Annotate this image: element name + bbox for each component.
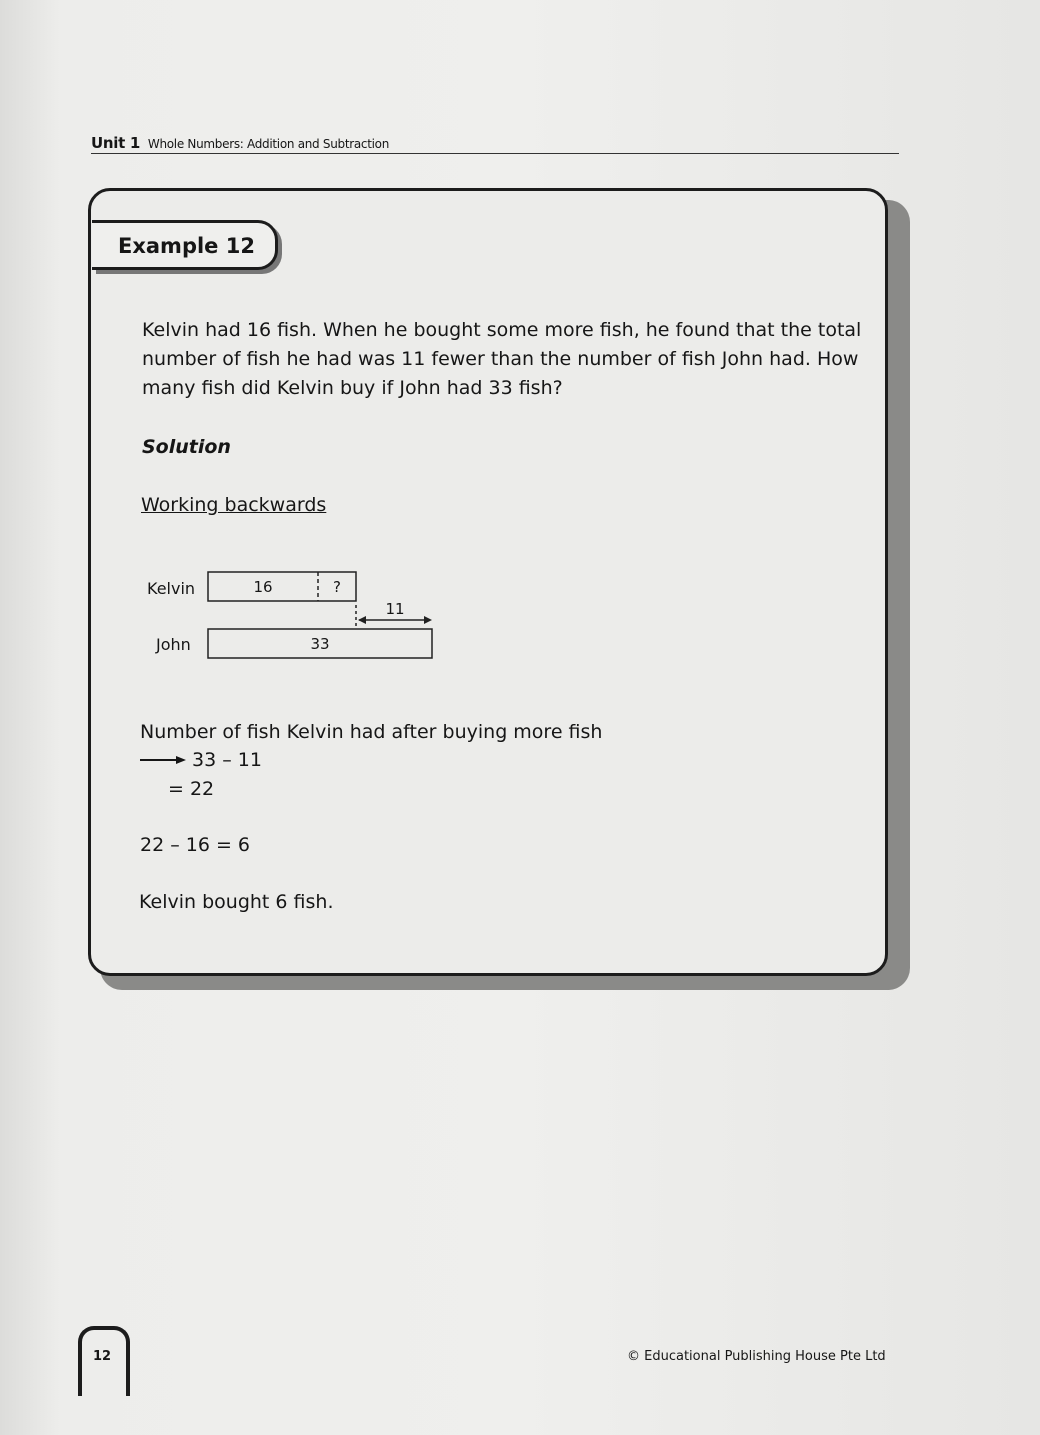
difference-value: 11 [385,600,405,618]
method-heading: Working backwards [141,494,327,516]
answer-text: Kelvin bought 6 fish. [139,891,334,913]
difference-arrowhead-left [358,616,366,624]
example-title: Example 12 [118,234,255,258]
kelvin-unknown-value: ? [333,578,341,596]
john-label: John [156,635,191,654]
copyright-notice: © Educational Publishing House Pte Ltd [627,1349,886,1364]
step-4: 22 – 16 = 6 [140,834,251,856]
arrow-icon [138,752,190,768]
kelvin-known-value: 16 [253,578,273,596]
difference-arrowhead-right [424,616,432,624]
header-rule [91,153,899,154]
bar-model-diagram [140,565,460,665]
step-2: 33 – 11 [192,749,262,771]
step-3: = 22 [168,778,215,800]
unit-label: Unit 1 [91,134,141,152]
kelvin-label: Kelvin [147,579,196,598]
solution-heading: Solution [142,436,231,458]
page-number: 12 [93,1349,112,1364]
john-total-value: 33 [310,635,330,653]
step-1: Number of fish Kelvin had after buying more fish [140,721,603,743]
running-head [91,134,389,152]
unit-title: Whole Numbers: Addition and Subtraction [147,137,390,151]
problem-text: Kelvin had 16 fish. When he bought some more fish, he found that the total number of fish he had was 11 fewer than the number of fish John had. How many fish did Kelvin buy if John had 33 fish? [142,319,862,399]
